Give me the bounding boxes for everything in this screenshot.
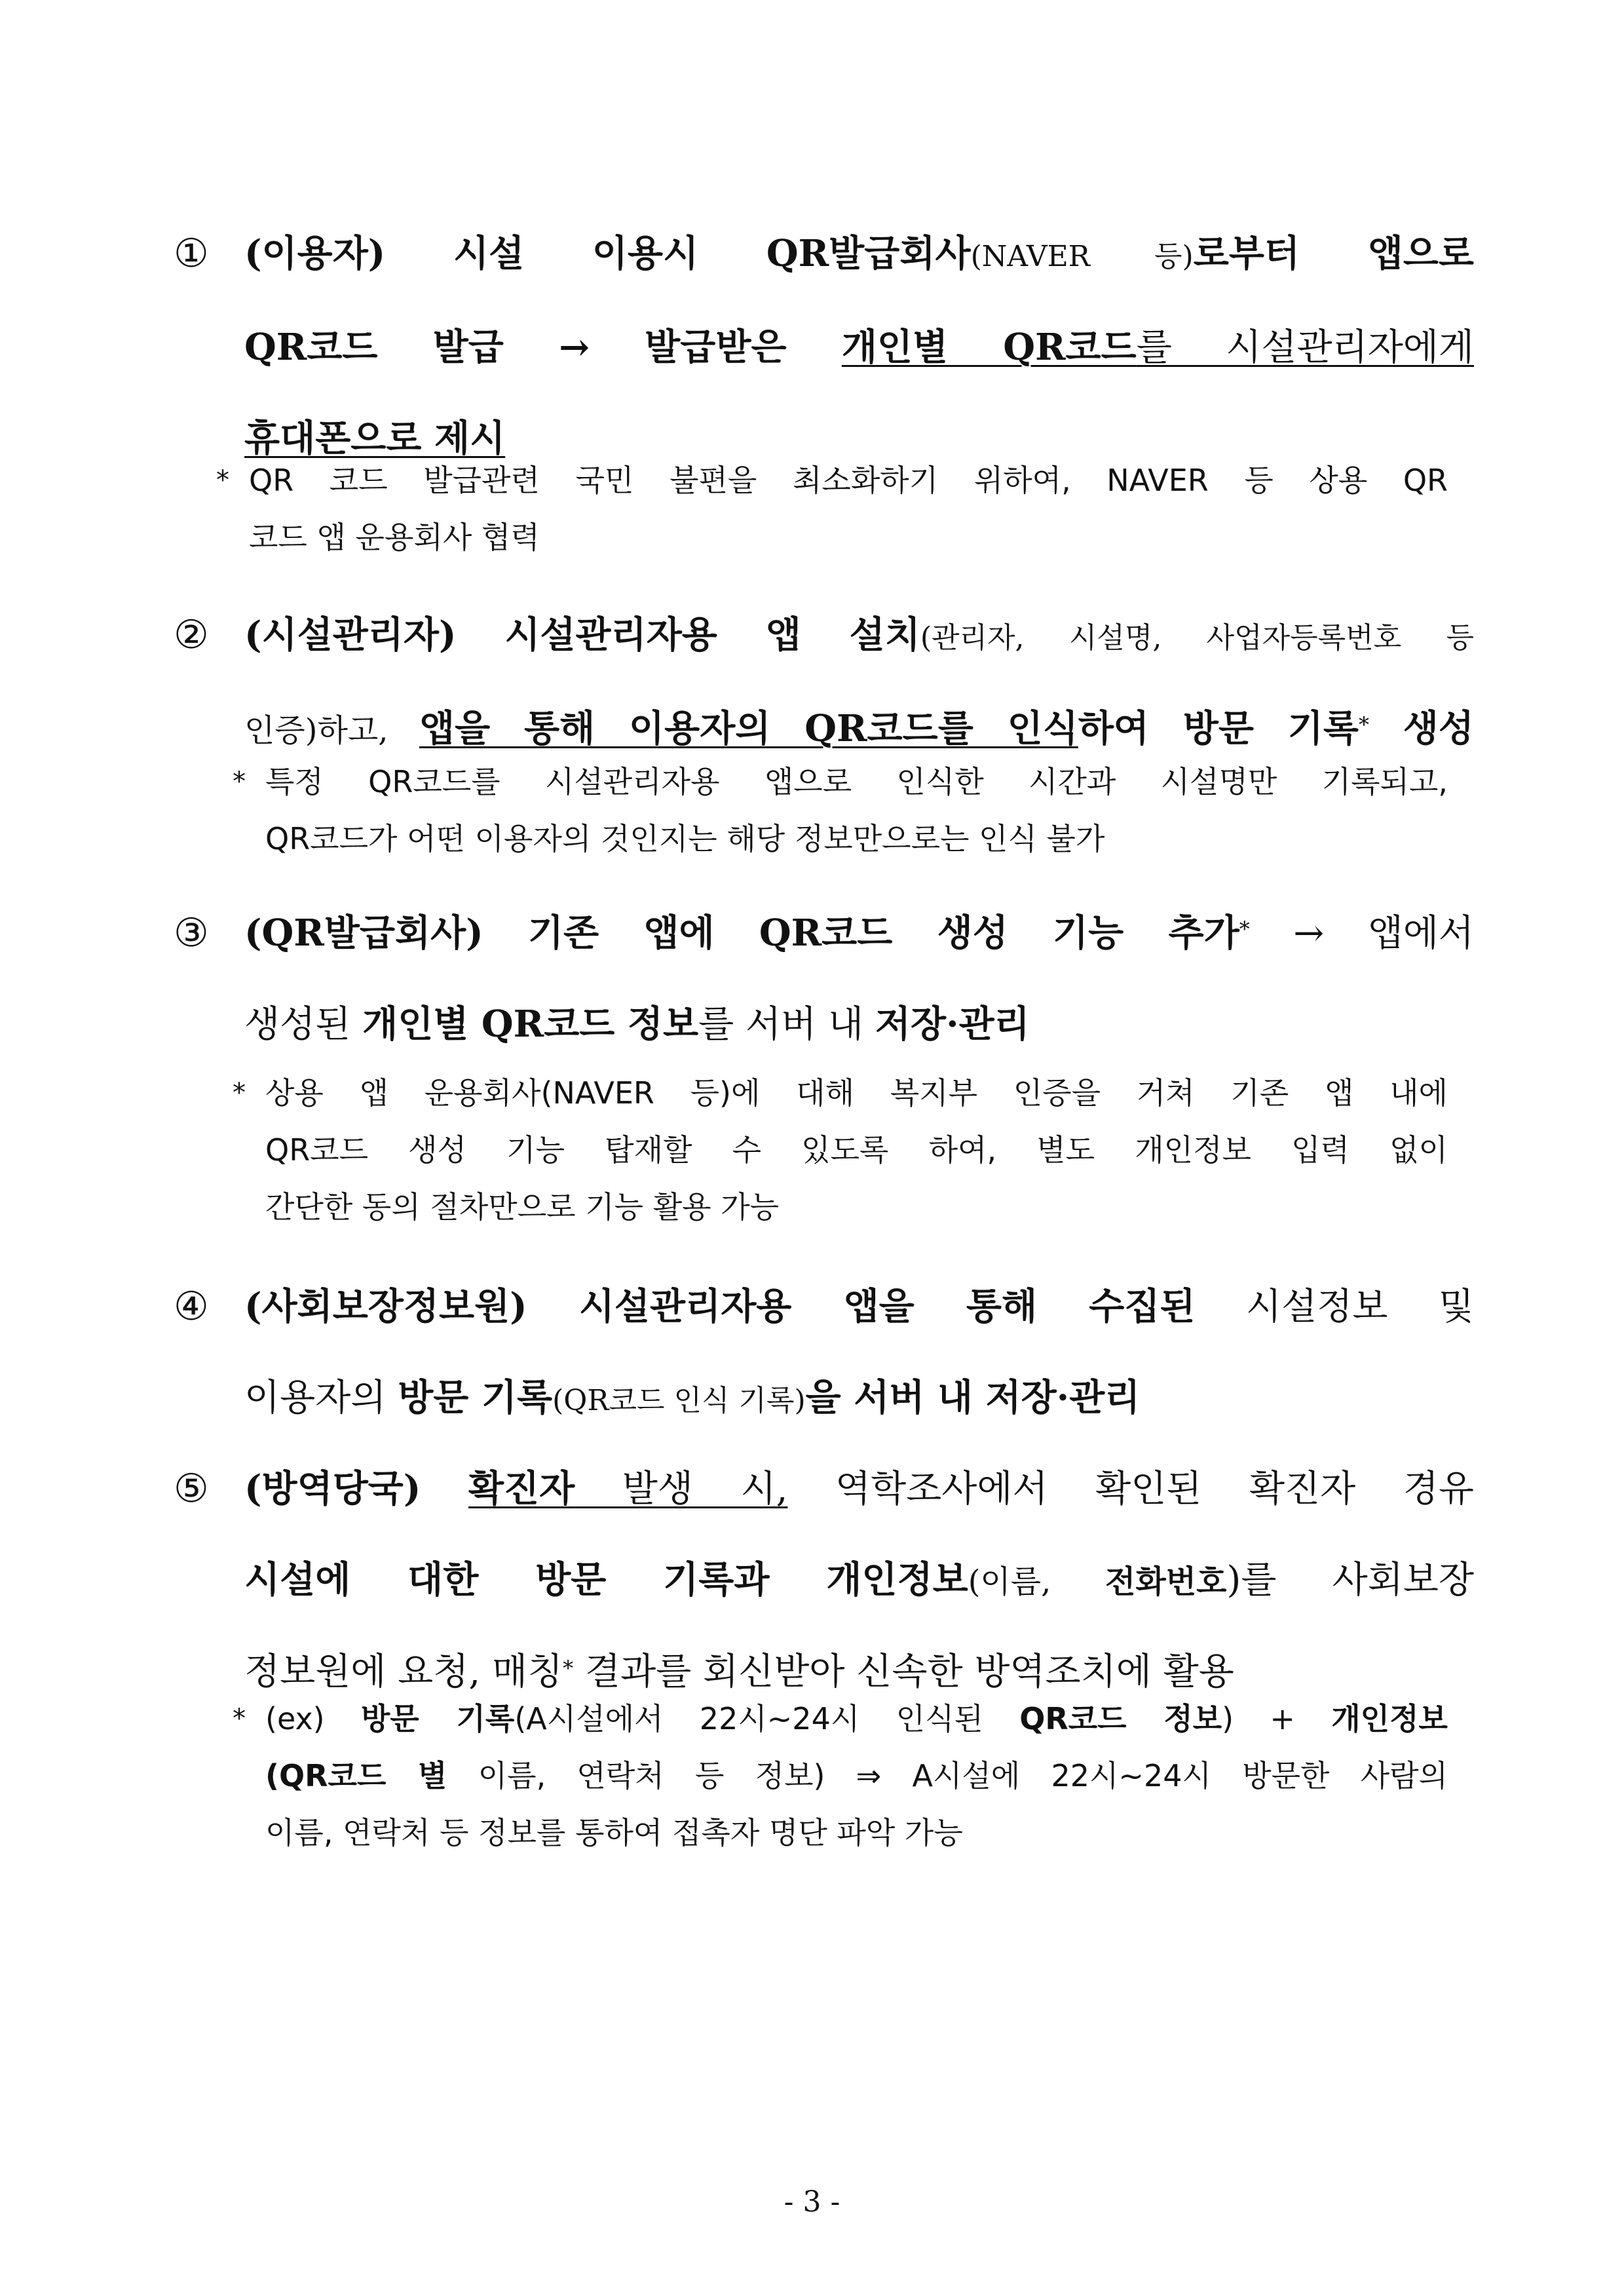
item-5-subject: (방역당국) [244,1467,421,1510]
item-1-note: (NAVER 등) [970,240,1194,273]
item-5-text-c: 정보원에 요청, 매칭 [244,1651,563,1693]
item-3-subject: (QR발급회사) [244,911,483,955]
item-5-footnote-mark: * [563,1656,574,1681]
note-4-text-b: ) + [1222,1701,1332,1736]
item-2-bold-a: 시설관리자용 앱 설치 [456,613,920,657]
item-1-underline-b: 를 시설관리자에게 [1136,326,1474,369]
note-3 [233,1065,1448,1236]
item-5-bold-b: 전화번호 [1105,1563,1227,1600]
item-1-line-2 [244,302,1474,393]
item-marker-4: ④ [174,1284,209,1330]
note-1-star: * [216,465,229,495]
note-2-line-1: 특정 QR코드를 시설관리자용 앱으로 인식한 시간과 시설명만 기록되고, [265,764,1448,799]
note-4-bold-b: QR코드 정보 [1019,1701,1222,1736]
note-3-line-2: QR코드 생성 기능 탑재할 수 있도록 하여, 별도 개인정보 입력 없이 [265,1132,1448,1168]
item-2-bold-c: 생성 [1369,707,1474,750]
note-4-line-1 [265,1691,1448,1748]
item-5-note-a: (이름, [968,1563,1106,1600]
note-1-line-1: QR 코드 발급관련 국민 불편을 최소화하기 위하여, NAVER 등 상용 QR [249,463,1448,498]
note-1-line-2: 코드 앱 운용회사 협력 [249,520,540,555]
note-4-star: * [233,1704,246,1734]
list-item-2 [174,590,1474,776]
list-item-5 [174,1444,1474,1717]
item-4-line-2 [244,1352,1474,1446]
item-4-line-1 [244,1261,1474,1352]
item-2-bold-b: 하여 방문 기록 [1078,707,1359,750]
item-3-text-a: → 앱에서 [1249,912,1475,955]
note-3-star: * [233,1078,246,1108]
note-2 [233,754,1448,868]
item-1-bold-a: 시설 이용시 [385,232,766,275]
item-text-3 [244,888,1474,1070]
item-text-1 [244,208,1474,484]
note-3-line-1: 상용 앱 운용회사(NAVER 등)에 대해 복지부 인증을 거쳐 기존 앱 내에 [265,1075,1448,1111]
item-2-footnote-mark: * [1359,712,1369,737]
item-5-underline-b: 발생 시, [575,1468,788,1510]
item-5-text-a: 역학조사에서 확인된 확진자 경유 [787,1468,1474,1510]
note-4-text-c: 이름, 연락처 등 정보) ⇒ A시설에 22시~24시 방문한 사람의 [447,1758,1448,1793]
note-1 [216,452,1448,566]
item-1-bold-e: 발급받은 [590,326,842,369]
item-5-bold-a: 시설에 대한 방문 기록과 개인정보 [244,1558,968,1601]
item-1-bold-d: QR코드 발급 → [244,326,590,369]
note-4 [233,1691,1448,1862]
item-4-bold-c: 을 서버 내 저장·관리 [805,1376,1141,1419]
item-2-note: (관리자, 시설명, 사업자등록번호 등 [920,621,1474,655]
item-marker-5: ⑤ [174,1466,209,1512]
item-4-text-a: 시설정보 및 [1195,1286,1474,1328]
item-4-note: (QR코드 인식 기록) [552,1384,806,1417]
item-5-text-b: )를 사회보장 [1226,1559,1474,1601]
item-marker-2: ② [174,612,209,658]
item-3-text-b: 생성된 [244,1003,363,1046]
item-4-bold-b: 방문 기록 [398,1376,553,1419]
item-5-line-2 [244,1535,1474,1627]
note-2-star: * [233,767,246,797]
item-marker-3: ③ [174,910,209,956]
item-3-footnote-mark: * [1239,917,1250,942]
item-1-line-1 [244,208,1474,302]
page-number: - 3 - [784,2185,840,2219]
item-5-line-1 [244,1444,1474,1535]
item-3-bold-a: 기존 앱에 QR코드 생성 기능 추가 [483,911,1239,955]
item-3-line-1 [244,888,1474,979]
item-2-subject: (시설관리자) [244,613,457,657]
item-1-underline-c: 휴대폰으로 제시 [244,417,506,460]
item-text-5 [244,1444,1474,1717]
note-4-ex: (ex) [265,1701,361,1736]
list-item-1 [174,208,1474,484]
item-2-line-1 [244,590,1474,683]
note-4-line-3: 이름, 연락처 등 정보를 통하여 접촉자 명단 파악 가능 [265,1815,963,1850]
list-item-3 [174,888,1474,1070]
item-marker-1: ① [174,231,209,277]
item-3-text-c: 를 서버 내 [698,1003,875,1046]
item-1-bold-b: QR발급회사 [766,232,971,275]
note-4-bold-d: (QR코드 별 [265,1758,447,1793]
item-text-2 [244,590,1474,776]
item-5-underline-a: 확진자 [468,1467,575,1510]
item-2-text-a: 인증)하고, [244,712,420,749]
note-3-line-3: 간단한 동의 절차만으로 기능 활용 가능 [265,1189,780,1225]
item-3-bold-b: 개인별 QR코드 정보 [362,1003,699,1046]
item-3-bold-c: 저장·관리 [875,1003,1030,1046]
note-4-bold-a: 방문 기록 [360,1701,515,1736]
item-text-4 [244,1261,1474,1446]
item-4-text-b: 이용자의 [244,1377,398,1419]
note-2-line-2: QR코드가 어떤 이용자의 것인지는 해당 정보만으로는 인식 불가 [265,821,1105,856]
note-4-text-a: (A시설에서 22시~24시 인식된 [514,1701,1020,1736]
item-1-underline-a: 개인별 QR코드 [841,326,1137,369]
item-3-line-2 [244,979,1474,1070]
item-5-text-d: 결과를 회신받아 신속한 방역조치에 활용 [573,1651,1234,1693]
item-4-bold-a: (사회보장정보원) 시설관리자용 앱을 통해 수집된 [244,1285,1196,1328]
list-item-4 [174,1261,1474,1446]
item-1-subject: (이용자) [244,232,386,275]
note-4-bold-c: 개인정보 [1331,1701,1448,1736]
item-1-bold-c: 로부터 앱으로 [1193,232,1474,275]
note-4-line-2 [265,1748,1448,1805]
item-2-underline-a: 앱을 통해 이용자의 QR코드를 인식 [419,707,1078,750]
